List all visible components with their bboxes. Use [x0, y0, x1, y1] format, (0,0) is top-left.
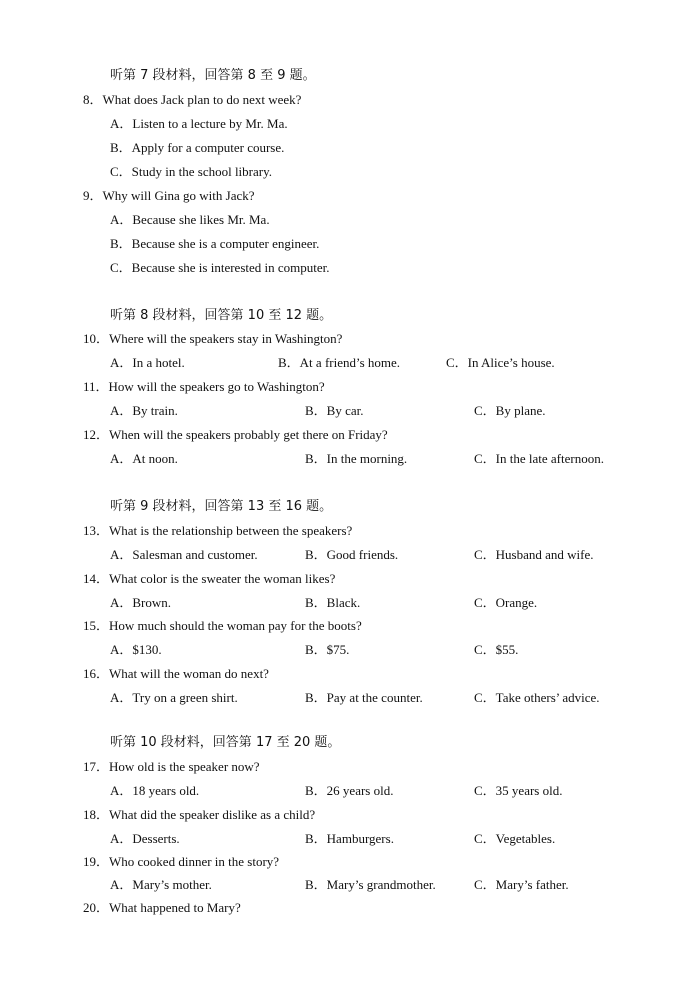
question-text: What does Jack plan to do next week? [102, 92, 302, 107]
question-text: How much should the woman pay for the boots? [109, 618, 362, 633]
option-a: A．Salesman and customer. [110, 547, 258, 562]
question-text: What color is the sweater the woman likes? [109, 571, 336, 586]
option-b: B．Pay at the counter. [305, 690, 423, 705]
option-b: B．$75. [305, 642, 350, 657]
option-a: A．Desserts. [110, 831, 180, 846]
question [83, 92, 301, 108]
option-c: C．$55. [474, 642, 519, 657]
option-b: B．Because she is a computer engineer. [110, 236, 320, 251]
option-a: A．By train. [110, 403, 178, 418]
question-text: What is the relationship between the speakers? [109, 523, 353, 538]
question-number: 19． [83, 854, 110, 869]
question-number: 20． [83, 900, 110, 915]
question [83, 807, 315, 823]
question [83, 331, 342, 347]
question [83, 759, 260, 775]
option-a: A．Brown. [110, 595, 172, 610]
option-c: C．35 years old. [474, 783, 563, 798]
option-a: A．Mary’s mother. [110, 877, 212, 892]
option-b: B．Hamburgers. [305, 831, 394, 846]
option-a: A．$130. [110, 642, 162, 657]
question [83, 854, 279, 870]
option-c: C．In Alice’s house. [446, 355, 555, 370]
question [83, 618, 362, 634]
section-header: 听第 7 段材料，回答第 8 至 9 题。 [110, 68, 316, 83]
question [83, 900, 241, 916]
option-b: B．At a friend’s home. [278, 355, 401, 370]
option-b: B．Mary’s grandmother. [305, 877, 436, 892]
question-text: How old is the speaker now? [109, 759, 260, 774]
option-b: B．By car. [305, 403, 364, 418]
option-c: C．Study in the school library. [110, 164, 273, 179]
question-text: Where will the speakers stay in Washington? [109, 331, 343, 346]
question [83, 427, 388, 443]
option-c: C．By plane. [474, 403, 546, 418]
option-b: B．Good friends. [305, 547, 399, 562]
question-number: 9． [83, 188, 103, 203]
question [83, 523, 352, 539]
question [83, 571, 335, 587]
question-text: What will the woman do next? [109, 666, 269, 681]
section-header: 听第 10 段材料，回答第 17 至 20 题。 [110, 735, 341, 750]
option-c: C．Take others’ advice. [474, 690, 600, 705]
option-b: B．Apply for a computer course. [110, 140, 285, 155]
option-a: A．At noon. [110, 451, 178, 466]
option-c: C．Orange. [474, 595, 538, 610]
question-number: 13． [83, 523, 110, 538]
question-number: 18． [83, 807, 110, 822]
question-number: 12． [83, 427, 110, 442]
option-c: C．Husband and wife. [474, 547, 594, 562]
question-number: 15． [83, 618, 110, 633]
question-text: Why will Gina go with Jack? [102, 188, 255, 203]
option-b: B．26 years old. [305, 783, 394, 798]
section-header: 听第 8 段材料，回答第 10 至 12 题。 [110, 308, 333, 323]
option-a: A．Listen to a lecture by Mr. Ma. [110, 116, 288, 131]
option-c: C．In the late afternoon. [474, 451, 604, 466]
question-text: Who cooked dinner in the story? [109, 854, 280, 869]
option-b: B．Black. [305, 595, 361, 610]
option-a: A．In a hotel. [110, 355, 185, 370]
question-text: When will the speakers probably get there on Friday? [109, 427, 388, 442]
option-a: A．18 years old. [110, 783, 200, 798]
option-c: C．Vegetables. [474, 831, 556, 846]
question-text: How will the speakers go to Washington? [108, 379, 325, 394]
option-b: B．In the morning. [305, 451, 408, 466]
question-text: What did the speaker dislike as a child? [109, 807, 316, 822]
question [83, 379, 325, 395]
question-text: What happened to Mary? [109, 900, 241, 915]
option-a: A．Because she likes Mr. Ma. [110, 212, 270, 227]
question-number: 17． [83, 759, 110, 774]
question-number: 10． [83, 331, 110, 346]
question [83, 188, 255, 204]
option-c: C．Mary’s father. [474, 877, 569, 892]
question-number: 8． [83, 92, 103, 107]
question-number: 14． [83, 571, 110, 586]
question [83, 666, 269, 682]
question-number: 16． [83, 666, 110, 681]
section-header: 听第 9 段材料，回答第 13 至 16 题。 [110, 499, 333, 514]
question-number: 11． [83, 379, 109, 394]
option-c: C．Because she is interested in computer. [110, 260, 330, 275]
option-a: A．Try on a green shirt. [110, 690, 238, 705]
